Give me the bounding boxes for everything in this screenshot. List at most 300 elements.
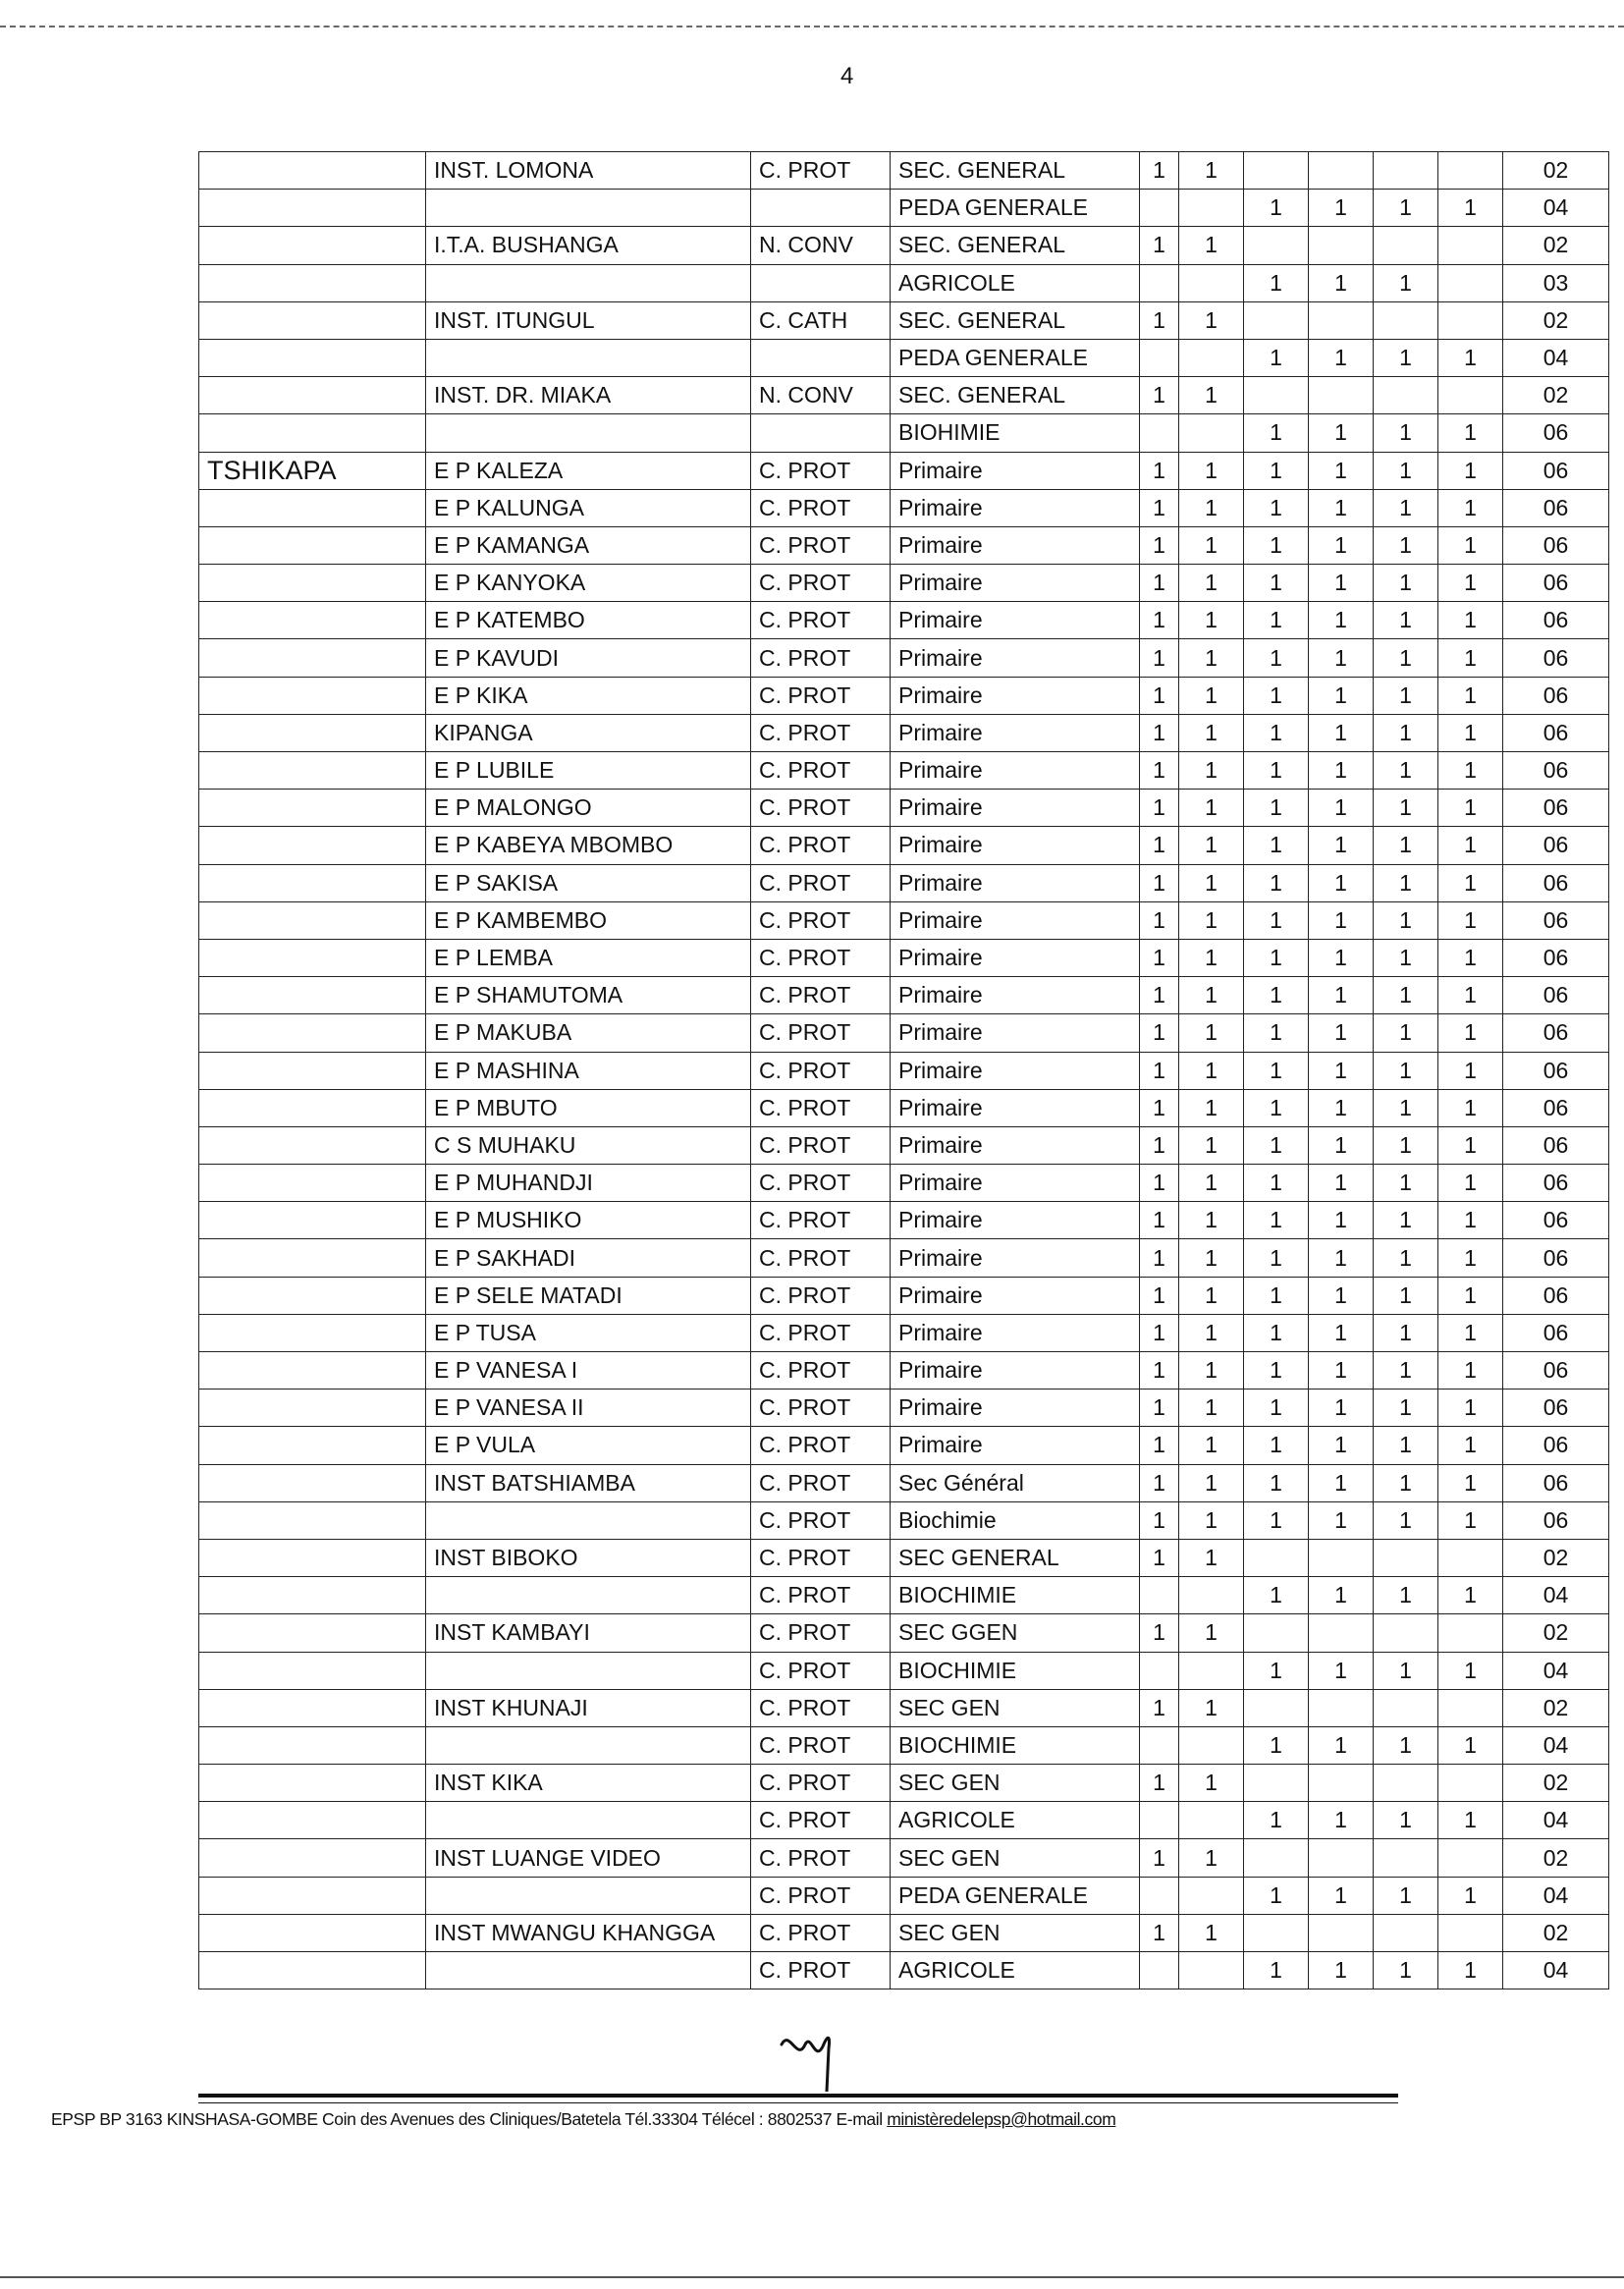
cell-count-2: 1: [1179, 977, 1244, 1014]
cell-total: 06: [1503, 1089, 1609, 1126]
cell-count-2: 1: [1179, 377, 1244, 414]
cell-total: 06: [1503, 827, 1609, 864]
cell-count-5: 1: [1374, 339, 1438, 376]
cell-count-4: 1: [1309, 1314, 1374, 1351]
cell-count-1: 1: [1140, 227, 1179, 264]
cell-city: [199, 1390, 426, 1427]
cell-school: E P KATEMBO: [426, 602, 751, 639]
table-row: [199, 1501, 1609, 1539]
cell-city: [199, 639, 426, 677]
cell-count-2: 1: [1179, 1914, 1244, 1951]
cell-city: [199, 1352, 426, 1390]
cell-count-2: 1: [1179, 714, 1244, 751]
cell-count-4: [1309, 1614, 1374, 1652]
cell-regime: C. PROT: [751, 1765, 891, 1802]
table-row: [199, 1577, 1609, 1614]
cell-count-2: 1: [1179, 1464, 1244, 1501]
cell-count-6: 1: [1438, 1652, 1503, 1689]
cell-city: [199, 864, 426, 901]
cell-city: [199, 1802, 426, 1839]
cell-regime: C. PROT: [751, 1877, 891, 1914]
cell-count-1: 1: [1140, 939, 1179, 976]
cell-section: SEC GGEN: [891, 1614, 1140, 1652]
table-row: [199, 489, 1609, 526]
cell-count-1: [1140, 1877, 1179, 1914]
cell-count-1: [1140, 1577, 1179, 1614]
footer-email[interactable]: ministèredelepsp@hotmail.com: [887, 2109, 1116, 2129]
cell-total: 06: [1503, 977, 1609, 1014]
cell-count-6: 1: [1438, 526, 1503, 564]
table-row: [199, 602, 1609, 639]
cell-school: [426, 1877, 751, 1914]
cell-school: INST. ITUNGUL: [426, 301, 751, 339]
table-row: [199, 1089, 1609, 1126]
cell-count-5: [1374, 1765, 1438, 1802]
cell-section: SEC. GENERAL: [891, 301, 1140, 339]
cell-school: E P MBUTO: [426, 1089, 751, 1126]
cell-school: E P KAMBEMBO: [426, 901, 751, 939]
cell-count-3: 1: [1244, 1239, 1309, 1277]
cell-count-3: 1: [1244, 1464, 1309, 1501]
cell-city: [199, 714, 426, 751]
cell-count-6: 1: [1438, 565, 1503, 602]
cell-count-6: 1: [1438, 977, 1503, 1014]
cell-city: [199, 1952, 426, 1989]
cell-city: [199, 1914, 426, 1951]
cell-count-5: 1: [1374, 1202, 1438, 1239]
table-row: [199, 1202, 1609, 1239]
cell-count-2: 1: [1179, 1052, 1244, 1089]
cell-count-5: 1: [1374, 714, 1438, 751]
cell-count-1: 1: [1140, 1427, 1179, 1464]
cell-regime: C. PROT: [751, 1202, 891, 1239]
cell-count-1: 1: [1140, 1277, 1179, 1314]
table-row: [199, 301, 1609, 339]
table-row: [199, 1614, 1609, 1652]
cell-count-3: 1: [1244, 190, 1309, 227]
cell-count-6: [1438, 1914, 1503, 1951]
cell-section: Primaire: [891, 901, 1140, 939]
table-row: [199, 677, 1609, 714]
cell-regime: C. PROT: [751, 1427, 891, 1464]
cell-total: 02: [1503, 1765, 1609, 1802]
cell-count-6: 1: [1438, 1014, 1503, 1052]
cell-regime: C. PROT: [751, 1314, 891, 1351]
cell-school: E P KAVUDI: [426, 639, 751, 677]
cell-count-6: 1: [1438, 1427, 1503, 1464]
table-row: [199, 901, 1609, 939]
cell-section: Primaire: [891, 565, 1140, 602]
cell-total: 02: [1503, 1614, 1609, 1652]
table-row: [199, 1277, 1609, 1314]
cell-count-5: [1374, 227, 1438, 264]
cell-school: [426, 414, 751, 452]
cell-section: Sec Général: [891, 1464, 1140, 1501]
cell-count-3: 1: [1244, 1802, 1309, 1839]
cell-section: Primaire: [891, 977, 1140, 1014]
table-row: [199, 864, 1609, 901]
cell-count-5: 1: [1374, 1277, 1438, 1314]
cell-city: [199, 1689, 426, 1726]
cell-regime: C. PROT: [751, 489, 891, 526]
cell-count-5: 1: [1374, 1652, 1438, 1689]
cell-regime: C. PROT: [751, 1689, 891, 1726]
cell-count-4: 1: [1309, 339, 1374, 376]
cell-count-1: 1: [1140, 1614, 1179, 1652]
cell-count-3: 1: [1244, 602, 1309, 639]
cell-section: SEC GEN: [891, 1914, 1140, 1951]
cell-total: 06: [1503, 565, 1609, 602]
cell-count-2: 1: [1179, 1839, 1244, 1877]
cell-count-4: [1309, 377, 1374, 414]
cell-section: Primaire: [891, 864, 1140, 901]
cell-count-1: 1: [1140, 639, 1179, 677]
cell-count-3: [1244, 301, 1309, 339]
cell-city: [199, 790, 426, 827]
cell-total: 02: [1503, 1539, 1609, 1576]
cell-regime: [751, 339, 891, 376]
cell-count-2: 1: [1179, 452, 1244, 489]
cell-count-1: [1140, 1802, 1179, 1839]
cell-regime: C. PROT: [751, 714, 891, 751]
cell-count-4: [1309, 1839, 1374, 1877]
cell-count-1: 1: [1140, 790, 1179, 827]
cell-city: [199, 1314, 426, 1351]
cell-regime: C. PROT: [751, 1539, 891, 1576]
table-row: [199, 1652, 1609, 1689]
cell-count-6: 1: [1438, 1126, 1503, 1164]
cell-count-1: 1: [1140, 1202, 1179, 1239]
cell-school: [426, 190, 751, 227]
cell-count-4: 1: [1309, 901, 1374, 939]
cell-regime: C. CATH: [751, 301, 891, 339]
cell-count-4: 1: [1309, 1014, 1374, 1052]
cell-count-6: [1438, 1689, 1503, 1726]
cell-count-4: 1: [1309, 565, 1374, 602]
cell-city: [199, 1089, 426, 1126]
cell-city: [199, 339, 426, 376]
cell-count-4: 1: [1309, 677, 1374, 714]
cell-count-3: 1: [1244, 1314, 1309, 1351]
cell-city: [199, 1014, 426, 1052]
cell-section: Primaire: [891, 526, 1140, 564]
cell-count-5: 1: [1374, 790, 1438, 827]
table-row: [199, 1689, 1609, 1726]
cell-regime: C. PROT: [751, 1052, 891, 1089]
cell-count-6: 1: [1438, 339, 1503, 376]
cell-count-5: 1: [1374, 1802, 1438, 1839]
table-row: [199, 1052, 1609, 1089]
cell-section: Primaire: [891, 1390, 1140, 1427]
cell-total: 06: [1503, 602, 1609, 639]
cell-total: 02: [1503, 301, 1609, 339]
cell-school: E P SAKHADI: [426, 1239, 751, 1277]
cell-total: 06: [1503, 1202, 1609, 1239]
cell-total: 06: [1503, 1014, 1609, 1052]
cell-total: 06: [1503, 489, 1609, 526]
cell-school: [426, 1501, 751, 1539]
cell-regime: C. PROT: [751, 1390, 891, 1427]
cell-count-4: 1: [1309, 1052, 1374, 1089]
cell-total: 06: [1503, 1052, 1609, 1089]
cell-count-3: 1: [1244, 1577, 1309, 1614]
cell-count-2: 1: [1179, 526, 1244, 564]
cell-total: 06: [1503, 714, 1609, 751]
cell-city: [199, 1052, 426, 1089]
cell-section: AGRICOLE: [891, 1952, 1140, 1989]
table-row: [199, 1877, 1609, 1914]
cell-school: [426, 1952, 751, 1989]
cell-regime: C. PROT: [751, 1802, 891, 1839]
cell-city: [199, 227, 426, 264]
cell-count-4: 1: [1309, 1577, 1374, 1614]
cell-section: Primaire: [891, 714, 1140, 751]
table-row: [199, 1539, 1609, 1576]
cell-count-5: 1: [1374, 677, 1438, 714]
cell-city: [199, 301, 426, 339]
table-row: [199, 939, 1609, 976]
cell-section: SEC. GENERAL: [891, 152, 1140, 190]
cell-regime: C. PROT: [751, 977, 891, 1014]
cell-count-3: 1: [1244, 339, 1309, 376]
table-row: [199, 752, 1609, 790]
cell-count-4: 1: [1309, 1277, 1374, 1314]
cell-count-4: 1: [1309, 1202, 1374, 1239]
cell-count-6: 1: [1438, 190, 1503, 227]
cell-section: Primaire: [891, 1089, 1140, 1126]
cell-count-2: [1179, 414, 1244, 452]
cell-count-4: 1: [1309, 1877, 1374, 1914]
table-row: [199, 377, 1609, 414]
cell-regime: C. PROT: [751, 1577, 891, 1614]
cell-city: [199, 1501, 426, 1539]
cell-regime: C. PROT: [751, 864, 891, 901]
cell-count-5: 1: [1374, 639, 1438, 677]
cell-count-2: 1: [1179, 1165, 1244, 1202]
cell-count-2: 1: [1179, 939, 1244, 976]
cell-count-6: 1: [1438, 1877, 1503, 1914]
cell-total: 06: [1503, 1390, 1609, 1427]
cell-city: [199, 1126, 426, 1164]
cell-count-5: 1: [1374, 901, 1438, 939]
table-row: [199, 152, 1609, 190]
cell-total: 06: [1503, 414, 1609, 452]
cell-count-6: 1: [1438, 752, 1503, 790]
cell-count-3: 1: [1244, 1427, 1309, 1464]
table-row: [199, 339, 1609, 376]
cell-section: Primaire: [891, 790, 1140, 827]
cell-count-1: 1: [1140, 1052, 1179, 1089]
cell-count-3: 1: [1244, 827, 1309, 864]
cell-city: [199, 939, 426, 976]
cell-total: 06: [1503, 901, 1609, 939]
cell-city: [199, 526, 426, 564]
cell-count-6: 1: [1438, 939, 1503, 976]
cell-section: Primaire: [891, 1126, 1140, 1164]
cell-count-4: 1: [1309, 190, 1374, 227]
cell-count-2: 1: [1179, 489, 1244, 526]
cell-count-2: [1179, 1877, 1244, 1914]
cell-count-4: 1: [1309, 1165, 1374, 1202]
cell-count-4: 1: [1309, 977, 1374, 1014]
cell-regime: C. PROT: [751, 901, 891, 939]
cell-school: INST BATSHIAMBA: [426, 1464, 751, 1501]
cell-count-6: 1: [1438, 1165, 1503, 1202]
cell-count-1: 1: [1140, 752, 1179, 790]
cell-count-6: 1: [1438, 489, 1503, 526]
cell-city: [199, 1839, 426, 1877]
cell-count-6: 1: [1438, 639, 1503, 677]
cell-city: [199, 152, 426, 190]
cell-school: E P MASHINA: [426, 1052, 751, 1089]
cell-count-4: 1: [1309, 1239, 1374, 1277]
cell-count-1: 1: [1140, 1126, 1179, 1164]
cell-count-3: 1: [1244, 939, 1309, 976]
cell-count-2: 1: [1179, 1202, 1244, 1239]
cell-count-5: 1: [1374, 1726, 1438, 1764]
cell-school: E P KAMANGA: [426, 526, 751, 564]
cell-count-3: 1: [1244, 489, 1309, 526]
cell-count-3: 1: [1244, 677, 1309, 714]
cell-school: E P MALONGO: [426, 790, 751, 827]
cell-count-2: 1: [1179, 790, 1244, 827]
cell-section: Primaire: [891, 452, 1140, 489]
cell-count-1: 1: [1140, 526, 1179, 564]
cell-count-2: [1179, 1652, 1244, 1689]
cell-total: 04: [1503, 1652, 1609, 1689]
cell-total: 02: [1503, 1839, 1609, 1877]
cell-count-6: 1: [1438, 1352, 1503, 1390]
cell-count-3: [1244, 1539, 1309, 1576]
cell-count-1: 1: [1140, 377, 1179, 414]
cell-count-1: 1: [1140, 901, 1179, 939]
cell-school: E P KANYOKA: [426, 565, 751, 602]
cell-section: Primaire: [891, 1052, 1140, 1089]
cell-section: Primaire: [891, 1165, 1140, 1202]
signature-mark: [776, 2023, 844, 2092]
cell-count-2: 1: [1179, 227, 1244, 264]
cell-count-4: [1309, 1689, 1374, 1726]
cell-city: [199, 1202, 426, 1239]
cell-school: E P MUHANDJI: [426, 1165, 751, 1202]
cell-total: 04: [1503, 1726, 1609, 1764]
cell-count-3: 1: [1244, 526, 1309, 564]
cell-section: Primaire: [891, 1202, 1140, 1239]
cell-count-4: 1: [1309, 1427, 1374, 1464]
cell-section: AGRICOLE: [891, 264, 1140, 301]
cell-count-4: 1: [1309, 489, 1374, 526]
table-row: [199, 1765, 1609, 1802]
cell-total: 04: [1503, 1802, 1609, 1839]
table-row: [199, 1014, 1609, 1052]
cell-count-5: [1374, 377, 1438, 414]
cell-total: 04: [1503, 190, 1609, 227]
cell-count-6: [1438, 227, 1503, 264]
cell-count-4: [1309, 152, 1374, 190]
cell-count-6: [1438, 301, 1503, 339]
cell-count-5: 1: [1374, 1239, 1438, 1277]
cell-total: 06: [1503, 1165, 1609, 1202]
cell-total: 06: [1503, 452, 1609, 489]
cell-count-4: 1: [1309, 1126, 1374, 1164]
cell-count-4: 1: [1309, 752, 1374, 790]
cell-count-3: [1244, 1914, 1309, 1951]
cell-count-1: 1: [1140, 1765, 1179, 1802]
cell-count-1: 1: [1140, 1839, 1179, 1877]
cell-regime: C. PROT: [751, 526, 891, 564]
cell-count-6: 1: [1438, 1239, 1503, 1277]
cell-section: Primaire: [891, 939, 1140, 976]
cell-regime: C. PROT: [751, 1652, 891, 1689]
cell-count-2: 1: [1179, 152, 1244, 190]
cell-regime: C. PROT: [751, 1952, 891, 1989]
cell-city: [199, 1652, 426, 1689]
cell-count-6: 1: [1438, 864, 1503, 901]
cell-count-5: 1: [1374, 939, 1438, 976]
cell-regime: C. PROT: [751, 565, 891, 602]
cell-count-5: 1: [1374, 602, 1438, 639]
table-row: [199, 1726, 1609, 1764]
table-row: [199, 526, 1609, 564]
cell-regime: C. PROT: [751, 677, 891, 714]
cell-total: 06: [1503, 1352, 1609, 1390]
page-number: 4: [840, 63, 854, 89]
cell-school: [426, 1652, 751, 1689]
table-row: [199, 1802, 1609, 1839]
cell-school: E P KALUNGA: [426, 489, 751, 526]
cell-count-5: 1: [1374, 752, 1438, 790]
cell-section: Primaire: [891, 1314, 1140, 1351]
cell-regime: C. PROT: [751, 939, 891, 976]
cell-section: Primaire: [891, 602, 1140, 639]
cell-school: E P MAKUBA: [426, 1014, 751, 1052]
table-row: [199, 1239, 1609, 1277]
cell-school: [426, 339, 751, 376]
cell-school: [426, 264, 751, 301]
cell-count-4: 1: [1309, 414, 1374, 452]
cell-regime: C. PROT: [751, 1014, 891, 1052]
cell-school: INST BIBOKO: [426, 1539, 751, 1576]
cell-count-5: 1: [1374, 977, 1438, 1014]
cell-count-6: 1: [1438, 1089, 1503, 1126]
cell-count-3: 1: [1244, 977, 1309, 1014]
cell-count-1: [1140, 1726, 1179, 1764]
cell-count-2: 1: [1179, 1689, 1244, 1726]
cell-count-5: 1: [1374, 1877, 1438, 1914]
cell-count-1: 1: [1140, 1239, 1179, 1277]
cell-count-2: 1: [1179, 1352, 1244, 1390]
cell-count-1: [1140, 190, 1179, 227]
cell-city: [199, 752, 426, 790]
cell-total: 06: [1503, 1464, 1609, 1501]
scan-bottom-rule: [0, 2276, 1624, 2278]
cell-count-6: 1: [1438, 1052, 1503, 1089]
cell-count-6: 1: [1438, 602, 1503, 639]
cell-count-2: 1: [1179, 1277, 1244, 1314]
cell-count-5: 1: [1374, 414, 1438, 452]
cell-count-1: 1: [1140, 602, 1179, 639]
cell-regime: C. PROT: [751, 1501, 891, 1539]
table-row: [199, 977, 1609, 1014]
table-row: [199, 452, 1609, 489]
cell-regime: C. PROT: [751, 1239, 891, 1277]
cell-count-4: 1: [1309, 452, 1374, 489]
cell-count-2: 1: [1179, 864, 1244, 901]
cell-city: TSHIKAPA: [199, 452, 426, 489]
cell-count-3: 1: [1244, 1089, 1309, 1126]
table-row: [199, 1427, 1609, 1464]
cell-count-6: 1: [1438, 1501, 1503, 1539]
